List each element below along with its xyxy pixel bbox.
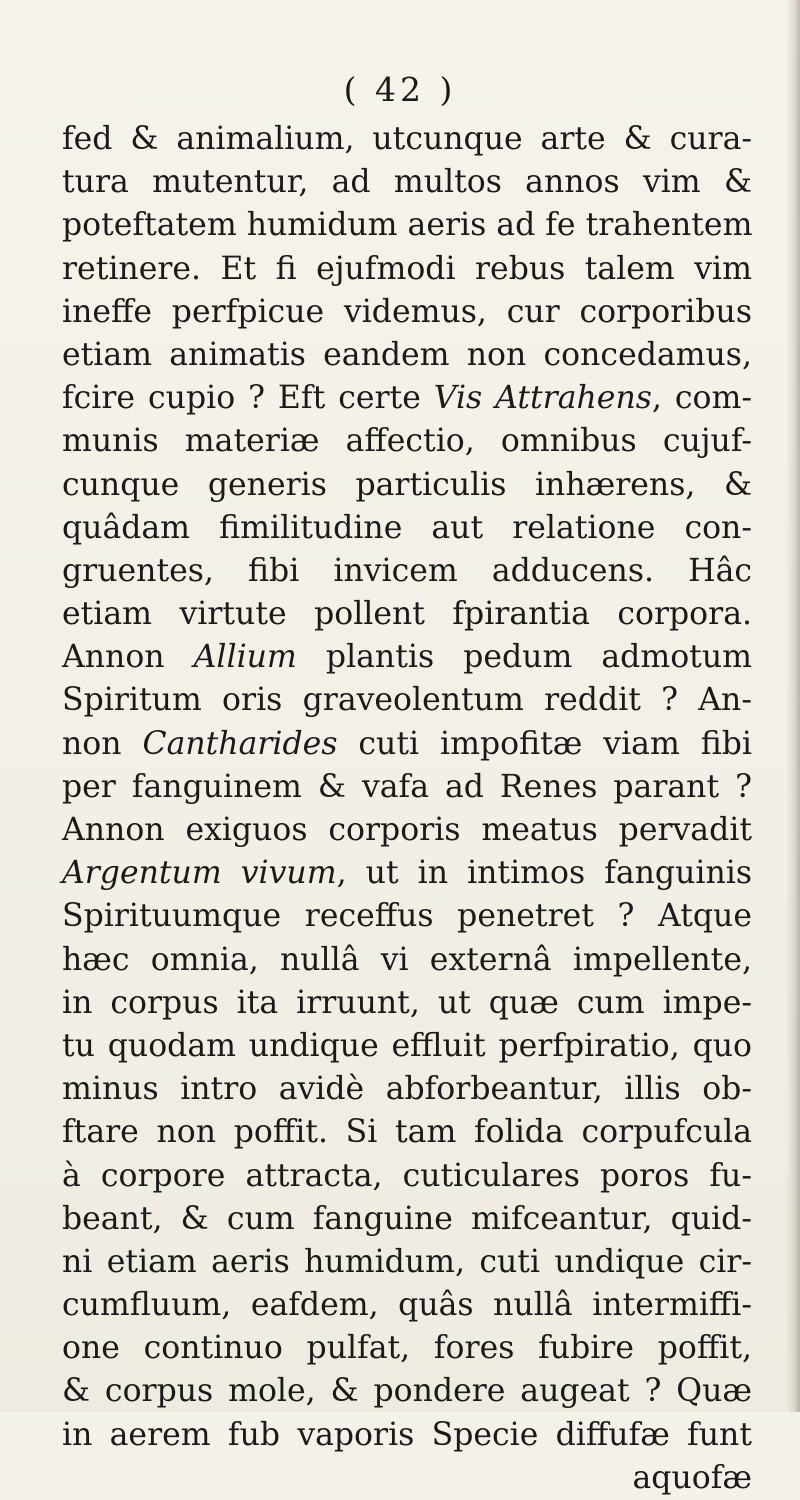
text-line: poteftatem humidum aeris ad fe trahentem [62, 207, 753, 244]
italic-term: Cantharides [142, 725, 338, 762]
page-edge-shadow [786, 0, 800, 1412]
text-line: tu quodam undique effluit perfpiratio, quo [62, 1027, 752, 1064]
text-line: etiam animatis eandem non concedamus, [62, 336, 752, 373]
text-line: per fanguinem & vafa ad Renes parant ? [62, 768, 752, 805]
italic-term: Argentum vivum [62, 855, 337, 892]
text-line: cunque generis particulis inhærens, & [62, 466, 752, 503]
text-line: & corpus mole, & pondere augeat ? Quæ [62, 1373, 752, 1410]
text-line: ineffe perfpicue videmus, cur corporibus [62, 293, 752, 330]
text-line: à corpore attracta, cuticulares poros fu- [62, 1157, 752, 1194]
page-number: ( 42 ) [343, 70, 457, 109]
text-line: etiam virtute pollent fpirantia corpora. [62, 596, 752, 633]
text-line: Annon exiguos corporis meatus pervadit [62, 812, 752, 848]
text-line: Annon Allium plantis pedum admotum [62, 639, 752, 676]
italic-term: Allium [193, 639, 297, 676]
text-line: cumfluum, eafdem, quâs nullâ intermiffi- [62, 1287, 752, 1324]
text-line: ftare non poffit. Si tam folida corpufcula [62, 1114, 752, 1151]
text-line: Spiritum oris graveolentum reddit ? An- [62, 682, 752, 719]
catchword: aquofæ [632, 1459, 752, 1496]
text-line: one continuo pulfat, fores fubire poffit, [62, 1330, 752, 1367]
text-line: fcire cupio ? Eft certe Vis Attrahens, com- [62, 380, 752, 417]
body-text [62, 118, 752, 1500]
text-line: beant, & cum fanguine mifceantur, quid- [62, 1200, 752, 1237]
text-line: Argentum vivum, ut in intimos fanguinis [62, 855, 752, 892]
text-line: tura mutentur, ad multos annos vim & [62, 164, 752, 201]
text-line: Spirituumque receffus penetret ? Atque [62, 898, 752, 935]
text-line: munis materiæ affectio, omnibus cujuf- [62, 423, 752, 460]
text-line: in aerem fub vaporis Specie diffufæ funt [62, 1416, 752, 1453]
text-line: quâdam fimilitudine aut relatione con- [62, 509, 752, 546]
text-line: hæc omnia, nullâ vi externâ impellente, [62, 941, 752, 978]
text-line: minus intro avidè abforbeantur, illis ob- [62, 1071, 752, 1108]
italic-term: Vis Attrahens [433, 380, 652, 417]
text-line: gruentes, fibi invicem adducens. Hâc [62, 552, 752, 589]
text-line: ni etiam aeris humidum, cuti undique cir- [62, 1243, 752, 1280]
text-line: in corpus ita irruunt, ut quæ cum impe- [62, 984, 752, 1021]
text-line: fed & animalium, utcunque arte & cura- [62, 121, 752, 157]
text-line: non Cantharides cuti impofitæ viam fibi [62, 725, 752, 762]
text-line: retinere. Et fi ejufmodi rebus talem vim [62, 250, 752, 287]
